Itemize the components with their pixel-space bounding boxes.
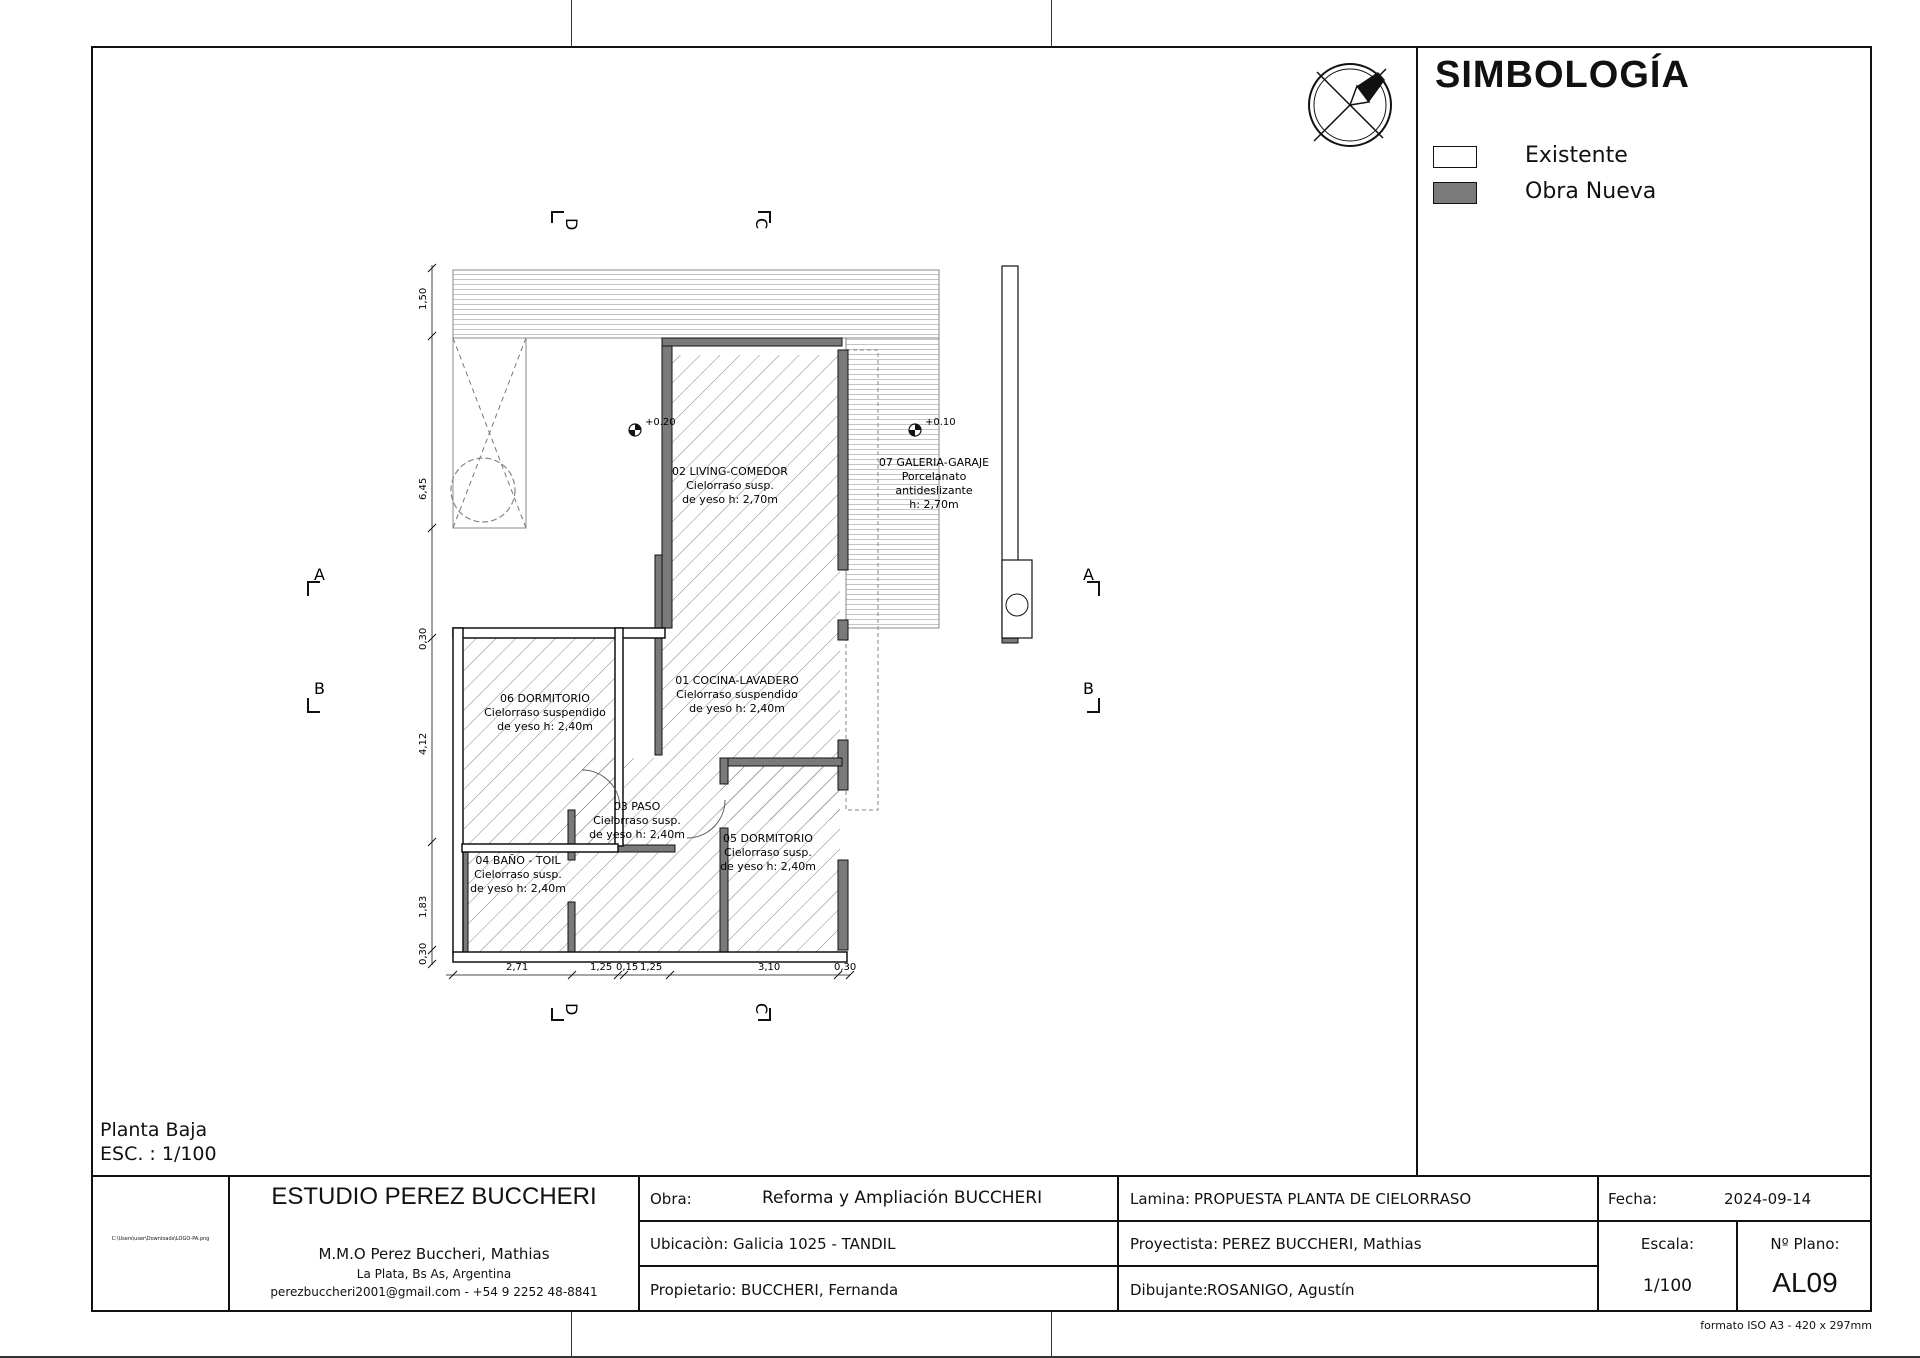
- svg-text:01 COCINA-LAVADERO: 01 COCINA-LAVADERO: [675, 674, 799, 687]
- title-block-divider: [1117, 1175, 1119, 1312]
- plan-caption-title: Planta Baja: [100, 1119, 208, 1141]
- level-marker-icon: [909, 424, 921, 436]
- svg-text:Cielorraso susp.: Cielorraso susp.: [474, 868, 562, 881]
- wall-existing: [453, 628, 463, 954]
- ubicacion-label: Ubicaciòn:: [650, 1235, 729, 1253]
- fold-mark: [571, 1312, 572, 1358]
- dimension-label: 1,50: [418, 287, 429, 310]
- lamina-value: PROPUESTA PLANTA DE CIELORRASO: [1194, 1190, 1472, 1208]
- wall-new: [655, 555, 662, 755]
- obra-value: Reforma y Ampliación BUCCHERI: [762, 1188, 1043, 1208]
- room-label-bano: [470, 854, 566, 895]
- propietario-label: Propietario:: [650, 1281, 737, 1299]
- title-block-divider: [638, 1265, 1597, 1267]
- wall-new: [720, 758, 842, 766]
- studio-logo: C:\Users\user\Downloads\LOGO-PA.png: [111, 1236, 210, 1242]
- legend-divider: [1416, 46, 1418, 1176]
- dimension-label: 1,25: [590, 962, 613, 973]
- legend-label-obra-nueva: Obra Nueva: [1525, 179, 1657, 204]
- lamina-label: Lamina:: [1130, 1190, 1191, 1208]
- galeria-tank: [1002, 560, 1032, 638]
- level-label: +0.10: [925, 417, 956, 428]
- title-block-divider: [638, 1220, 1872, 1222]
- plano-value: AL09: [1772, 1267, 1838, 1298]
- deck-top: [453, 270, 939, 338]
- wall-new: [568, 902, 575, 952]
- title-block-divider: [638, 1175, 640, 1312]
- svg-text:Porcelanato: Porcelanato: [901, 470, 967, 483]
- svg-text:05 DORMITORIO: 05 DORMITORIO: [723, 832, 813, 845]
- proyectista-label: Proyectista:: [1130, 1235, 1219, 1253]
- room-label-dormitorio-06: [484, 692, 606, 733]
- north-arrow-icon: [1305, 60, 1395, 150]
- paso-area: [572, 758, 720, 952]
- living-comedor-area: [660, 355, 840, 820]
- fecha-value: 2024-09-14: [1724, 1190, 1812, 1208]
- dibujante-value: ROSANIGO, Agustín: [1207, 1281, 1355, 1299]
- title-block-top-border: [91, 1175, 1872, 1177]
- escala-label: Escala:: [1640, 1235, 1695, 1253]
- svg-text:Cielorraso suspendido: Cielorraso suspendido: [484, 706, 606, 719]
- section-mark-c: C: [752, 1003, 771, 1015]
- fold-mark: [571, 0, 572, 46]
- fold-mark: [1051, 0, 1052, 46]
- ubicacion-value: Galicia 1025 - TANDIL: [733, 1235, 896, 1253]
- dimension-label: 6,45: [418, 477, 429, 500]
- section-mark-d: D: [562, 218, 581, 231]
- propietario-value: BUCCHERI, Fernanda: [741, 1281, 899, 1299]
- dimension-label: 1,83: [418, 895, 429, 918]
- svg-text:07 GALERIA-GARAJE: 07 GALERIA-GARAJE: [878, 456, 990, 469]
- wall-new: [662, 338, 842, 346]
- wall-new: [838, 860, 848, 950]
- legend-label-existente: Existente: [1525, 143, 1628, 168]
- dimension-label: 3,10: [758, 962, 781, 973]
- studio-contact: perezbuccheri2001@gmail.com - +54 9 2252 48-8841: [270, 1285, 598, 1299]
- legend-swatch-obra-nueva: [1433, 182, 1477, 204]
- wall-new: [615, 845, 675, 852]
- svg-text:02 LIVING-COMEDOR: 02 LIVING-COMEDOR: [672, 465, 788, 478]
- wall-new: [662, 345, 672, 628]
- svg-text:de yeso h: 2,40m: de yeso h: 2,40m: [589, 828, 685, 841]
- svg-text:Cielorraso susp.: Cielorraso susp.: [686, 479, 774, 492]
- section-mark-a: A: [1083, 565, 1094, 584]
- svg-text:de yeso h: 2,40m: de yeso h: 2,40m: [470, 882, 566, 895]
- svg-text:Cielorraso suspendido: Cielorraso suspendido: [676, 688, 798, 701]
- level-marker-icon: [629, 424, 641, 436]
- obra-label: Obra:: [650, 1190, 692, 1208]
- room-label-dormitorio-05: [720, 832, 816, 873]
- dimension-label: 0,30: [418, 627, 429, 650]
- fold-mark: [1051, 1312, 1052, 1358]
- level-label: +0.20: [645, 417, 676, 428]
- studio-city: La Plata, Bs As, Argentina: [356, 1267, 512, 1281]
- deck-galeria: [846, 338, 939, 628]
- section-mark-b: B: [314, 679, 325, 698]
- svg-text:04 BAÑO - TOIL: 04 BAÑO - TOIL: [475, 854, 561, 867]
- wall-new: [720, 758, 728, 784]
- dimension-label: 0,15: [616, 962, 639, 973]
- svg-text:antideslizante: antideslizante: [895, 484, 973, 497]
- wall-new: [838, 350, 848, 570]
- svg-text:Cielorraso susp.: Cielorraso susp.: [724, 846, 812, 859]
- svg-text:06 DORMITORIO: 06 DORMITORIO: [500, 692, 590, 705]
- dimension-label: 0,30: [418, 942, 429, 965]
- dimension-label: 2,71: [506, 962, 529, 973]
- dibujante-label: Dibujante:: [1130, 1281, 1208, 1299]
- escala-value: 1/100: [1643, 1276, 1692, 1296]
- legend-swatch-existente: [1433, 146, 1477, 168]
- wall-existing: [462, 844, 618, 852]
- room-label-living: [672, 465, 788, 506]
- format-note: formato ISO A3 - 420 x 297mm: [1700, 1319, 1872, 1332]
- plan-caption: [100, 1118, 217, 1166]
- studio-person: M.M.O Perez Buccheri, Mathias: [318, 1245, 550, 1263]
- dimension-label: 0,30: [834, 962, 857, 973]
- proyectista-value: PEREZ BUCCHERI, Mathias: [1222, 1235, 1422, 1253]
- svg-text:de yeso h: 2,70m: de yeso h: 2,70m: [682, 493, 778, 506]
- wall-new: [838, 620, 848, 640]
- dimension-label: 4,12: [418, 732, 429, 755]
- floor-plan: [314, 210, 1130, 1016]
- wall-existing: [453, 952, 847, 962]
- fecha-label: Fecha:: [1608, 1190, 1658, 1208]
- legend-title: SIMBOLOGÍA: [1435, 54, 1690, 96]
- svg-text:03 PASO: 03 PASO: [613, 800, 661, 813]
- plan-caption-scale: ESC. : 1/100: [100, 1143, 217, 1165]
- section-mark-c: C: [752, 218, 771, 230]
- svg-text:de yeso h: 2,40m: de yeso h: 2,40m: [689, 702, 785, 715]
- wall-existing: [453, 628, 665, 638]
- studio-name: ESTUDIO PEREZ BUCCHERI: [271, 1183, 597, 1210]
- room-label-cocina: [675, 674, 799, 715]
- svg-text:h: 2,70m: h: 2,70m: [909, 498, 959, 511]
- section-mark-b: B: [1083, 679, 1094, 698]
- dimension-label: 1,25: [640, 962, 663, 973]
- plano-label: Nº Plano:: [1770, 1235, 1840, 1253]
- svg-text:de yeso h: 2,40m: de yeso h: 2,40m: [497, 720, 593, 733]
- svg-text:Cielorraso susp.: Cielorraso susp.: [593, 814, 681, 827]
- section-mark-d: D: [562, 1003, 581, 1016]
- svg-text:de yeso h: 2,40m: de yeso h: 2,40m: [720, 860, 816, 873]
- section-mark-a: A: [314, 565, 325, 584]
